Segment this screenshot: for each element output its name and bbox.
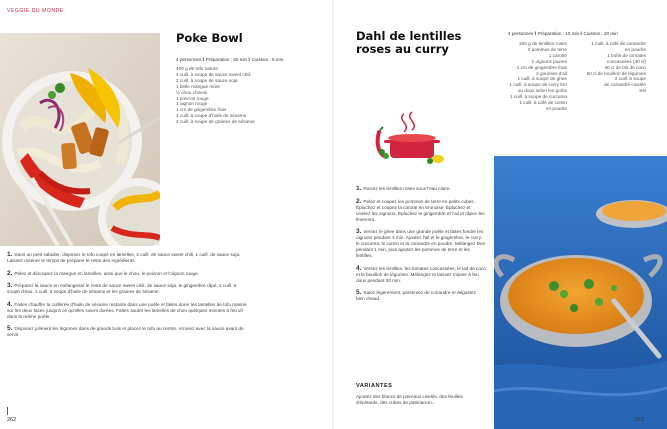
step-number: 5. (356, 289, 362, 296)
page-number-left: 262 (7, 417, 17, 423)
step-text: Pelez et coupez les pommes de terre en petits cubes. Épluchez et coupez la carotte en brunoise. Épluchez et ciselez les oignons. Épluchez le gingembre et l'ail et râpez-les finement. (356, 198, 485, 222)
step-text: Faites chauffer la cuillerée d'huile de sésame restante dans une poêle et faites dorer les lamelles de tofu mariné sur les deux faces jusqu'à ce qu'elles soient dorées. Faites sauter les lamelles de chou quelques minutes à feu vif dans la même poêle. (7, 301, 247, 319)
step-item (7, 302, 247, 320)
ingredient-item: 2 gousses d'ail (536, 70, 567, 76)
recipe-title-dahl: Dahl de lentilles roses au curry (356, 29, 462, 56)
ingredient-item: 1 cuill. à soupe de curcuma (509, 94, 567, 100)
ingredient-item: ½ chou chinois (176, 89, 208, 95)
ingredient-item: 4 cuill. à soupe de sauce sweet chili (176, 71, 251, 77)
ingredient-item: 2 oignons jaunes (531, 58, 567, 64)
variantes-heading: VARIANTES (356, 383, 393, 389)
ingredient-item: de coriandre ciselée (604, 82, 646, 88)
step-number: 2. (7, 269, 13, 277)
page-marker-right (659, 407, 660, 415)
dahl-photo (494, 156, 667, 429)
step-item (356, 266, 486, 284)
ingredient-item: 2 cuill. à soupe d'huile de sésame (176, 113, 247, 119)
steps-list-poke (7, 252, 247, 345)
ingredient-item: 1 cuill. à soupe de ghee (517, 76, 567, 82)
ingredient-item: ou doux selon les goûts (517, 88, 567, 94)
ingredient-item: 300 g de lentilles roses (519, 41, 567, 46)
step-text: Disposez joliment les légumes dans de grands bols et placez le tofu au centre. Arrosez avec la sauce avant de servir. (7, 326, 244, 337)
recipe-title-poke: Poke Bowl (176, 31, 243, 45)
ingredient-item: 1 carotte (548, 52, 567, 58)
step-number: 3. (356, 228, 362, 235)
step-number: 1. (7, 251, 13, 258)
ingredient-item: 1 cuill. à soupe de curry fort (509, 82, 567, 88)
ingredient-item: 2 cuill. à soupe de sauce soja (176, 77, 238, 83)
step-text: Pelez et découpez la mangue en lamelles, ainsi que le chou, le poivron et l'oignon rouge. (14, 270, 200, 276)
step-text: Dans un petit saladier, disposez le tofu coupé en lamelles, 2 cuill. de sauce sweet chili, 1 cuill. de sauce soja. Laissez mariner le temps de préparer le reste des ingrédients. (7, 252, 241, 263)
step-number: 1. (356, 185, 362, 192)
ingredient-item: 50 cl de bouillon de légumes (586, 70, 646, 76)
ingredient-item: 1 boîte de tomates (607, 52, 646, 58)
step-number: 4. (7, 300, 13, 308)
ingredient-item: 2 cuill. à soupe (614, 76, 646, 82)
step-number: 3. (7, 282, 13, 289)
step-text: Rincez les lentilles roses sous l'eau claire. (363, 186, 451, 191)
step-item (356, 199, 486, 223)
section-label: VEGGIE DU MONDE (7, 8, 64, 14)
cooking-pot-illustration (374, 110, 448, 166)
ingredient-item: 1 oignon rouge (176, 101, 208, 107)
step-item (356, 186, 486, 192)
step-text: Salez légèrement, parsemez de coriandre et dégustez bien chaud. (356, 290, 476, 301)
step-item (356, 290, 486, 302)
ingredient-item: en poudre (545, 105, 567, 111)
step-item (7, 326, 247, 338)
step-text: Versez les lentilles, les tomates concassées, le lait de coco et le bouillon de légumes. Mélangez et laissez mijoter à feu doux pendant 20 min. (356, 265, 486, 283)
step-text: Préparez la sauce en mélangeant le reste de sauce sweet chili, de sauce soja, le gingembre râpé, 2 cuill. à soupe d'eau, 1 cuill. à soupe d'huile de sésame et les graines de sésame. (7, 283, 237, 294)
ingredient-item: concassées (40 cl) (606, 58, 646, 64)
step-number: 4. (356, 264, 362, 272)
ingredient-item: 2 pommes de terre (527, 46, 567, 52)
ingredients-list-dahl-col1 (494, 41, 567, 112)
ingredient-item: 2 cuill. à soupe de graines de sésame (176, 119, 255, 125)
ingredient-item: en poudre (624, 46, 646, 52)
ingredient-item: 1 cm de gingembre frais (176, 107, 227, 113)
ingredient-item: Sel (639, 88, 646, 94)
ingredient-item: 1 belle mangue mûre (176, 83, 221, 89)
page-marker-left (7, 407, 8, 415)
ingredient-item: 40 cl de lait de coco (604, 64, 646, 70)
step-number: 2. (356, 197, 362, 205)
ingredients-list-dahl-col2 (570, 41, 646, 94)
recipe-meta-poke: 4 personnes ‖ Préparation : 20 min ‖ Cuisson : 5 min (176, 57, 284, 62)
step-item (356, 229, 486, 259)
book-gutter (332, 0, 334, 429)
ingredient-item: 1 cuill. à café de coriandre (591, 41, 646, 46)
step-item (7, 283, 247, 295)
ingredient-item: 2 cm de gingembre frais (516, 64, 567, 70)
recipe-meta-dahl: 4 personnes ‖ Préparation : 10 min ‖ Cuisson : 20 min (508, 31, 618, 36)
step-text: Versez le ghee dans une grande poêle et faites fondre les oignons pendant 3 min. Ajoutez l'ail et le gingembre, le curry, le curcuma, le cumin et la coriandre en poudre. Mélangez bien pendant 1 min, puis ajoutez les pommes de terre et les lentilles. (356, 229, 486, 258)
left-page (0, 0, 333, 429)
step-item (7, 271, 247, 277)
ingredients-list-poke (176, 66, 255, 125)
variantes-text: Ajoutez des blancs de poireaux ciselés, des feuilles d'épinards, des cubes de patimarron... (356, 394, 463, 405)
step-number: 5. (7, 325, 13, 332)
poke-bowl-photo (0, 33, 160, 246)
step-item (7, 252, 247, 264)
page-number-right: 263 (635, 417, 645, 423)
ingredient-item: 1 poivron rouge (176, 95, 209, 101)
ingredient-item: 1 cuill. à café de cumin (519, 100, 567, 106)
steps-list-dahl (356, 186, 486, 309)
ingredient-item: 400 g de tofu nature (176, 66, 218, 71)
